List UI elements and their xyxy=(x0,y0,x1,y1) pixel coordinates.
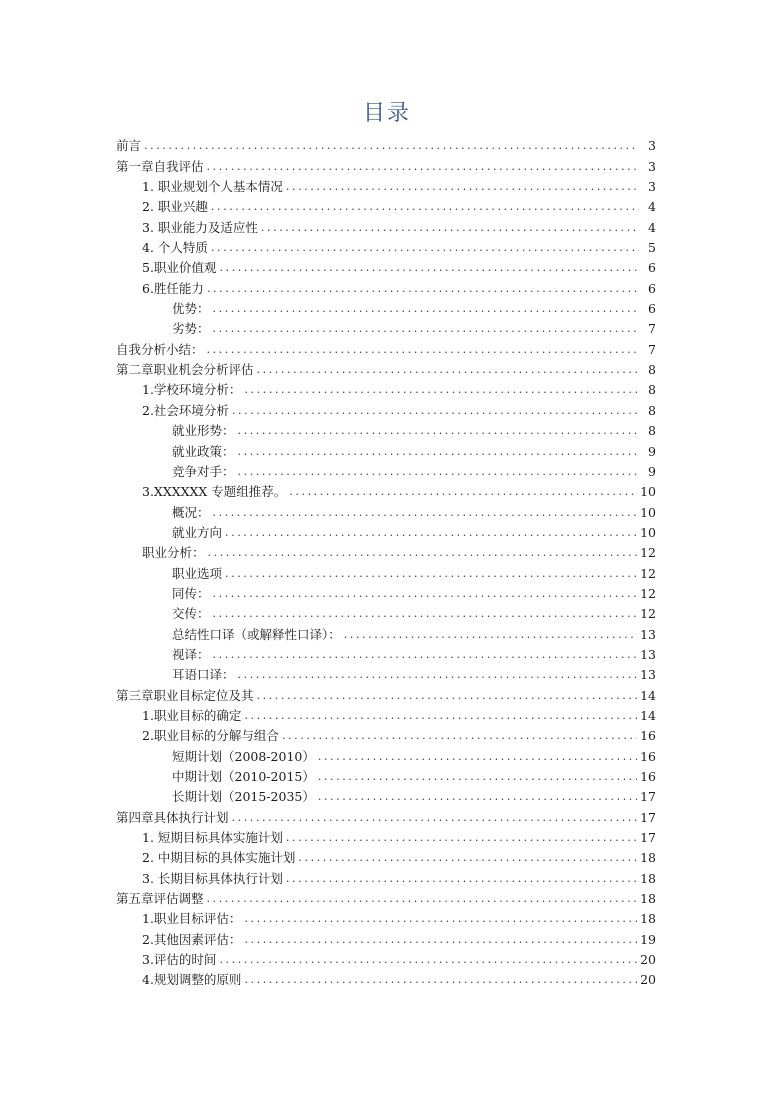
toc-entry-page: 19 xyxy=(640,931,656,947)
toc-entry[interactable] xyxy=(116,521,656,541)
toc-leader-dots xyxy=(211,240,639,256)
toc-leader-dots xyxy=(286,871,637,887)
toc-leader-dots xyxy=(244,972,637,988)
toc-entry-text: 耳语口译： xyxy=(172,667,235,683)
toc-entry[interactable] xyxy=(116,948,656,968)
toc-leader-dots xyxy=(261,220,639,236)
toc-entry[interactable] xyxy=(116,460,656,480)
toc-leader-dots xyxy=(213,321,639,337)
toc-entry-page: 10 xyxy=(640,524,656,540)
toc-entry-page: 10 xyxy=(640,484,656,500)
toc-leader-dots xyxy=(344,627,637,643)
toc-entry-page: 6 xyxy=(648,301,656,317)
toc-entry-text: 第五章评估调整 xyxy=(116,891,204,907)
toc-entry-page: 18 xyxy=(640,870,656,886)
toc-entry[interactable] xyxy=(116,154,656,174)
toc-entry-text: 1.职业目标评估： xyxy=(142,911,242,927)
toc-entry-text: 就业方向 xyxy=(172,524,223,540)
toc-entry-text: 5.职业价值观 xyxy=(142,260,217,276)
toc-entry-page: 18 xyxy=(640,850,656,866)
toc-entry[interactable] xyxy=(116,175,656,195)
toc-entry[interactable] xyxy=(116,419,656,439)
toc-entry[interactable] xyxy=(116,724,656,744)
toc-entry-page: 14 xyxy=(640,687,656,703)
toc-entry[interactable] xyxy=(116,602,656,622)
toc-leader-dots xyxy=(238,444,639,460)
toc-entry-page: 16 xyxy=(640,769,656,784)
toc-entry[interactable] xyxy=(116,846,656,866)
toc-entry-page: 7 xyxy=(648,341,656,357)
toc-entry-text: 概况： xyxy=(172,504,210,520)
toc-entry-text: 3. 长期目标具体执行计划 xyxy=(142,870,283,886)
toc-leader-dots xyxy=(298,850,637,866)
toc-entry-page: 6 xyxy=(648,280,656,296)
toc-entry-page: 8 xyxy=(648,402,656,418)
toc-leader-dots xyxy=(238,667,638,683)
toc-title: 目录 xyxy=(362,101,411,126)
toc-leader-dots xyxy=(211,199,639,215)
toc-leader-dots xyxy=(219,952,637,968)
toc-entry[interactable] xyxy=(116,643,656,663)
toc-entry[interactable] xyxy=(116,134,656,154)
toc-leader-dots xyxy=(232,403,639,419)
toc-entry-text: 2. 中期目标的具体实施计划 xyxy=(142,850,296,866)
toc-leader-dots xyxy=(318,769,637,785)
toc-entry[interactable] xyxy=(116,480,656,500)
toc-leader-dots xyxy=(238,464,639,480)
toc-leader-dots xyxy=(318,789,637,805)
toc-entry-text: 4. 个人特质 xyxy=(142,240,208,256)
toc-entry[interactable] xyxy=(116,887,656,907)
toc-entry-text: 6.胜任能力 xyxy=(142,280,204,296)
toc-leader-dots xyxy=(225,525,637,541)
toc-entry-text: 1. 职业规划个人基本情况 xyxy=(142,179,283,195)
toc-entry[interactable] xyxy=(116,805,656,825)
toc-entry-page: 14 xyxy=(640,707,656,723)
toc-entry-text: 中期计划（2010-2015） xyxy=(172,769,315,784)
toc-entry[interactable] xyxy=(116,927,656,947)
toc-leader-dots xyxy=(286,830,637,846)
toc-leader-dots xyxy=(238,423,639,439)
toc-leader-dots xyxy=(232,810,638,826)
toc-entry-page: 20 xyxy=(640,952,656,968)
toc-entry[interactable] xyxy=(116,704,656,724)
toc-entry-text: 3. 职业能力及适应性 xyxy=(142,219,258,235)
toc-entry-page: 10 xyxy=(640,504,656,520)
toc-entry-page: 4 xyxy=(648,199,656,215)
toc-entry[interactable] xyxy=(116,744,656,764)
toc-entry-text: 2.其他因素评估： xyxy=(142,931,242,947)
toc-entry-page: 8 xyxy=(648,362,656,378)
toc-entry-page: 16 xyxy=(640,748,656,764)
toc-entry[interactable] xyxy=(116,195,656,215)
toc-entry-page: 12 xyxy=(640,585,656,601)
toc-entry-page: 12 xyxy=(640,565,656,581)
toc-leader-dots xyxy=(208,545,638,561)
toc-entry-text: 1. 短期目标具体实施计划 xyxy=(142,830,283,846)
toc-entry[interactable] xyxy=(116,378,656,398)
toc-leader-dots xyxy=(257,362,639,378)
toc-entry[interactable] xyxy=(116,866,656,886)
toc-entry[interactable] xyxy=(116,785,656,805)
toc-entry[interactable] xyxy=(116,561,656,581)
toc-entry[interactable] xyxy=(116,297,656,317)
toc-entry-page: 12 xyxy=(640,606,656,622)
toc-entry-page: 8 xyxy=(648,423,656,439)
toc-entry-text: 2.职业目标的分解与组合 xyxy=(142,728,279,744)
toc-entry-text: 竞争对手： xyxy=(172,463,235,479)
toc-entry[interactable] xyxy=(116,663,656,683)
toc-leader-dots xyxy=(213,647,638,663)
toc-entry-text: 第一章自我评估 xyxy=(116,158,204,174)
toc-entry-page: 16 xyxy=(640,728,656,744)
toc-entry[interactable] xyxy=(116,398,656,418)
toc-leader-dots xyxy=(244,708,637,724)
toc-entry-page: 20 xyxy=(640,972,656,988)
toc-entry[interactable] xyxy=(116,907,656,927)
toc-entry-page: 17 xyxy=(640,789,656,805)
toc-leader-dots xyxy=(144,138,639,154)
toc-entry-page: 17 xyxy=(640,809,656,825)
toc-entry[interactable] xyxy=(116,256,656,276)
toc-entry[interactable] xyxy=(116,683,656,703)
toc-entry-text: 交传： xyxy=(172,606,210,622)
toc-entry[interactable] xyxy=(116,276,656,296)
toc-leader-dots xyxy=(213,586,638,602)
toc-entry[interactable] xyxy=(116,826,656,846)
toc-entry-page: 13 xyxy=(640,626,656,642)
toc-leader-dots xyxy=(244,932,637,948)
toc-entry-page: 18 xyxy=(640,911,656,927)
toc-leader-dots xyxy=(207,891,638,907)
toc-entry-text: 1.职业目标的确定 xyxy=(142,707,242,723)
toc-entry-text: 自我分析小结： xyxy=(116,341,204,357)
toc-leader-dots xyxy=(244,911,637,927)
toc-entry-page: 17 xyxy=(640,830,656,846)
toc-leader-dots xyxy=(207,342,639,358)
toc-entry-text: 视译： xyxy=(172,646,210,662)
toc-entry[interactable] xyxy=(116,337,656,357)
toc-entry-text: 2. 职业兴趣 xyxy=(142,199,208,215)
toc-entry-page: 12 xyxy=(640,545,656,561)
toc-entry-page: 13 xyxy=(640,667,656,683)
toc-entry-page: 6 xyxy=(648,260,656,276)
toc-entry-text: 优势： xyxy=(172,301,210,317)
toc-entry-text: 3.评估的时间 xyxy=(142,952,217,968)
toc-entry-text: 第二章职业机会分析评估 xyxy=(116,362,254,378)
toc-entry[interactable] xyxy=(116,582,656,602)
toc-leader-dots xyxy=(286,179,639,195)
toc-entry-text: 劣势： xyxy=(172,321,210,337)
toc-entry-text: 总结性口译（或解释性口译）： xyxy=(172,626,341,642)
toc-entry-text: 短期计划（2008-2010） xyxy=(172,748,315,764)
toc-leader-dots xyxy=(244,382,639,398)
toc-entry-page: 9 xyxy=(648,463,656,479)
toc-entry[interactable] xyxy=(116,622,656,642)
toc-entry-text: 职业选项 xyxy=(172,565,223,581)
toc-entry-text: 第三章职业目标定位及其 xyxy=(116,687,254,703)
toc-entry-page: 3 xyxy=(648,158,656,174)
toc-entry-text: 长期计划（2015-2035） xyxy=(172,789,315,805)
toc-leader-dots xyxy=(289,484,637,500)
toc-entry-text: 就业政策： xyxy=(172,443,235,459)
toc-entry[interactable] xyxy=(116,968,656,988)
toc-entry-text: 2.社会环境分析 xyxy=(142,402,229,418)
toc-entry-text: 前言 xyxy=(116,138,142,154)
toc-entry-text: 1.学校环境分析： xyxy=(142,382,242,398)
toc-entry-page: 4 xyxy=(648,219,656,235)
toc-entry-page: 7 xyxy=(648,321,656,337)
toc-leader-dots xyxy=(257,688,638,704)
toc-entry-page: 3 xyxy=(648,138,656,154)
toc-entry-page: 8 xyxy=(648,382,656,398)
toc-leader-dots xyxy=(213,505,638,521)
toc-entry-text: 4.规划调整的原则 xyxy=(142,972,242,988)
toc-entry[interactable] xyxy=(116,236,656,256)
toc-entry-page: 18 xyxy=(640,891,656,907)
toc-entry-text: 就业形势： xyxy=(172,423,235,439)
toc-entry-text: 3.XXXXXX 专题组推荐。 xyxy=(142,484,287,500)
toc-leader-dots xyxy=(225,566,637,582)
toc-list xyxy=(116,134,656,988)
toc-leader-dots xyxy=(318,749,637,765)
toc-entry[interactable] xyxy=(116,215,656,235)
toc-entry-text: 同传： xyxy=(172,585,210,601)
toc-entry[interactable] xyxy=(116,541,656,561)
toc-entry[interactable] xyxy=(116,439,656,459)
toc-entry-page: 9 xyxy=(648,443,656,459)
toc-entry-text: 第四章具体执行计划 xyxy=(116,809,229,825)
toc-entry[interactable] xyxy=(116,358,656,378)
toc-entry-page: 13 xyxy=(640,646,656,662)
toc-leader-dots xyxy=(219,260,639,276)
toc-entry[interactable] xyxy=(116,500,656,520)
toc-entry-page: 5 xyxy=(648,240,656,256)
toc-leader-dots xyxy=(213,606,638,622)
toc-leader-dots xyxy=(207,281,639,297)
toc-leader-dots xyxy=(213,301,639,317)
toc-entry[interactable] xyxy=(116,317,656,337)
toc-entry-text: 职业分析： xyxy=(142,545,205,561)
toc-leader-dots xyxy=(282,728,637,744)
toc-entry-page: 3 xyxy=(648,179,656,195)
toc-leader-dots xyxy=(207,159,639,175)
toc-entry[interactable] xyxy=(116,765,656,785)
